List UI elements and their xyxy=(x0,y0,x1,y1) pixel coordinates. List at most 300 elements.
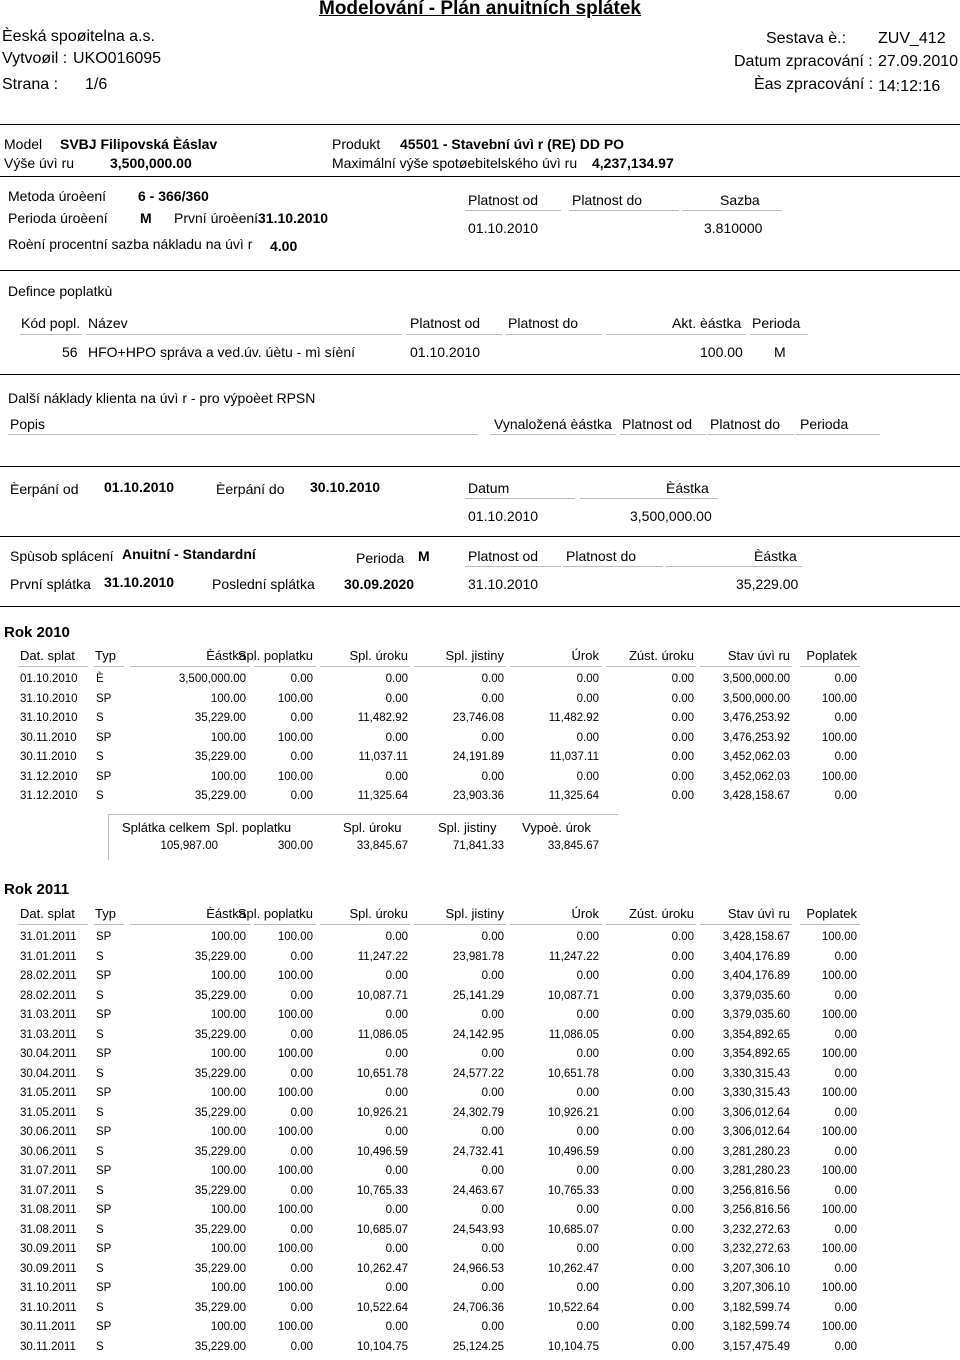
underline xyxy=(620,434,706,435)
underline xyxy=(86,334,402,335)
cell-interest-paid: 10,651.78 xyxy=(356,1067,408,1080)
cell-principal-paid: 24,191.89 xyxy=(452,751,504,763)
underline xyxy=(506,334,602,335)
summary-label-principal-paid: Spl. jistiny xyxy=(438,820,497,835)
cell-interest-paid: 10,765.33 xyxy=(356,1184,408,1197)
repay-col-amount: Èástka xyxy=(754,548,797,564)
drawing-amount: 3,500,000.00 xyxy=(630,508,712,524)
header-underline xyxy=(414,924,506,925)
cell-remaining-interest: 0.00 xyxy=(671,950,694,963)
fee-valid-from: 01.10.2010 xyxy=(410,344,481,360)
cell-principal-paid: 0.00 xyxy=(481,1282,504,1294)
cell-fee: 100.00 xyxy=(821,1087,857,1099)
summary-value-fee-paid: 300.00 xyxy=(277,840,313,852)
cell-principal-paid: 24,302.79 xyxy=(452,1106,504,1119)
other-costs-title: Další náklady klienta na úvì r - pro výpoèet RPSN xyxy=(8,390,316,406)
cell-remaining-interest: 0.00 xyxy=(671,989,694,1002)
cell-interest-paid: 0.00 xyxy=(385,1126,408,1138)
cell-balance: 3,281,280.23 xyxy=(722,1145,790,1158)
cell-remaining-interest: 0.00 xyxy=(671,1243,694,1255)
cell-type: SP xyxy=(96,1165,112,1177)
underline xyxy=(666,566,802,567)
summary-label-total-payment: Splátka celkem xyxy=(122,820,211,835)
cell-interest: 0.00 xyxy=(576,1009,599,1021)
cell-amount: 35,229.00 xyxy=(194,1301,246,1314)
cell-date: 28.02.2011 xyxy=(20,970,77,982)
underline xyxy=(580,498,718,499)
page-value: 1/6 xyxy=(85,76,108,93)
repay-amount: 35,229.00 xyxy=(736,576,799,592)
underline xyxy=(569,210,679,211)
year-2011-title: Rok 2011 xyxy=(4,881,70,898)
header-underline xyxy=(18,666,88,667)
cell-balance: 3,500,000.00 xyxy=(722,673,790,685)
cell-principal-paid: 0.00 xyxy=(481,1048,504,1060)
cell-amount: 100.00 xyxy=(210,1126,246,1138)
table-row xyxy=(0,990,960,1009)
method-label: Metoda úroèení xyxy=(8,188,107,204)
header-underline xyxy=(700,924,792,925)
cell-interest-paid: 10,522.64 xyxy=(356,1301,408,1314)
header-underline xyxy=(94,666,124,667)
cell-principal-paid: 24,577.22 xyxy=(452,1067,504,1080)
cell-remaining-interest: 0.00 xyxy=(671,1087,694,1099)
table-row xyxy=(0,1146,960,1165)
cell-remaining-interest: 0.00 xyxy=(671,1321,694,1333)
cell-fee-paid: 0.00 xyxy=(290,950,313,963)
cell-interest: 11,037.11 xyxy=(549,751,599,763)
cell-type: SP xyxy=(96,1048,112,1060)
divider xyxy=(0,374,960,375)
cell-fee-paid: 0.00 xyxy=(290,989,313,1002)
col-header-principal-paid: Spl. jistiny xyxy=(445,648,504,663)
cell-date: 01.10.2010 xyxy=(20,673,78,685)
cell-fee-paid: 100.00 xyxy=(277,1165,313,1177)
cell-amount: 35,229.00 xyxy=(194,1145,246,1158)
table-row xyxy=(0,951,960,970)
table-row xyxy=(0,1263,960,1282)
col-header-remaining-interest: Zúst. úroku xyxy=(628,906,694,921)
cell-date: 31.05.2011 xyxy=(20,1087,77,1099)
cell-type: S xyxy=(96,1028,104,1041)
repay-period-label: Perioda xyxy=(356,550,405,566)
cell-principal-paid: 0.00 xyxy=(481,731,504,744)
cell-balance: 3,428,158.67 xyxy=(722,931,790,943)
cell-type: SP xyxy=(96,1126,112,1138)
cell-date: 31.08.2011 xyxy=(20,1223,77,1236)
date-value: 27.09.2010 xyxy=(878,53,959,70)
cell-remaining-interest: 0.00 xyxy=(671,1204,694,1216)
cell-amount: 35,229.00 xyxy=(194,751,246,763)
cell-type: SP xyxy=(96,1204,112,1216)
table-row xyxy=(0,1068,960,1087)
cell-fee: 100.00 xyxy=(821,692,857,705)
col-header-balance: Stav úvì ru xyxy=(727,906,790,921)
cell-interest-paid: 11,037.11 xyxy=(358,751,408,763)
cell-date: 30.11.2011 xyxy=(20,1321,76,1333)
cell-date: 31.12.2010 xyxy=(20,790,78,802)
cell-type: SP xyxy=(96,1282,112,1294)
cell-interest: 0.00 xyxy=(576,931,599,943)
method-value: 6 - 366/360 xyxy=(138,188,209,204)
header-underline xyxy=(94,924,124,925)
cell-fee: 100.00 xyxy=(821,1204,857,1216)
created-label: Vytvoøil : xyxy=(2,50,68,67)
cell-amount: 35,229.00 xyxy=(194,950,246,963)
cell-interest-paid: 11,086.05 xyxy=(357,1028,408,1041)
drawing-to-value: 30.10.2010 xyxy=(310,479,381,495)
cell-principal-paid: 0.00 xyxy=(481,1204,504,1216)
summary-left-line xyxy=(108,814,109,860)
table-row xyxy=(0,1087,960,1106)
cell-date: 30.09.2011 xyxy=(20,1243,77,1255)
cell-date: 31.03.2011 xyxy=(20,1009,77,1021)
col-header-interest: Úrok xyxy=(571,648,599,663)
cell-fee: 0.00 xyxy=(834,1340,857,1353)
cell-amount: 100.00 xyxy=(210,1243,246,1255)
header-underline xyxy=(510,666,602,667)
cell-fee-paid: 0.00 xyxy=(290,1340,313,1353)
cell-fee-paid: 100.00 xyxy=(277,970,313,982)
cell-remaining-interest: 0.00 xyxy=(671,692,694,705)
cell-balance: 3,476,253.92 xyxy=(722,712,790,724)
cell-fee-paid: 100.00 xyxy=(277,1087,313,1099)
header-underline xyxy=(18,924,88,925)
cell-type: SP xyxy=(96,1321,112,1333)
repay-valid-from: 31.10.2010 xyxy=(468,576,539,592)
underline xyxy=(465,210,561,211)
underline xyxy=(563,566,663,567)
cell-interest-paid: 0.00 xyxy=(385,1009,408,1021)
cell-remaining-interest: 0.00 xyxy=(671,712,694,724)
cell-type: S xyxy=(96,1067,104,1080)
table-row xyxy=(0,751,960,770)
cell-fee: 100.00 xyxy=(821,1243,857,1255)
cell-principal-paid: 25,124.25 xyxy=(452,1340,504,1353)
cell-remaining-interest: 0.00 xyxy=(671,790,694,802)
drawing-col-amount: Èástka xyxy=(666,480,709,496)
cell-type: SP xyxy=(96,1087,112,1099)
cell-amount: 35,229.00 xyxy=(194,1067,246,1080)
cell-remaining-interest: 0.00 xyxy=(671,1282,694,1294)
first-interest-value: 31.10.2010 xyxy=(258,210,329,226)
cell-amount: 35,229.00 xyxy=(194,989,246,1002)
cell-interest-paid: 10,262.47 xyxy=(356,1262,408,1275)
cell-amount: 100.00 xyxy=(210,931,246,943)
cell-principal-paid: 24,732.41 xyxy=(452,1145,504,1158)
cell-principal-paid: 0.00 xyxy=(481,931,504,943)
cell-fee: 0.00 xyxy=(834,790,857,802)
col-header-fee: Poplatek xyxy=(806,906,857,921)
cell-interest: 0.00 xyxy=(576,970,599,982)
cell-type: SP xyxy=(96,692,112,705)
cell-date: 31.10.2010 xyxy=(20,692,78,705)
cell-remaining-interest: 0.00 xyxy=(671,1126,694,1138)
repay-col-valid-from: Platnost od xyxy=(468,548,539,564)
interest-period-label: Perioda úroèení xyxy=(8,210,108,226)
repay-method-label: Spùsob splácení xyxy=(10,548,114,564)
cell-principal-paid: 0.00 xyxy=(481,970,504,982)
cell-fee: 100.00 xyxy=(821,1048,857,1060)
summary-value-calc-interest: 33,845.67 xyxy=(547,840,599,852)
cell-interest-paid: 11,247.22 xyxy=(357,950,408,963)
cell-remaining-interest: 0.00 xyxy=(671,1106,694,1119)
cell-date: 30.04.2011 xyxy=(20,1067,77,1080)
cell-date: 28.02.2011 xyxy=(20,989,77,1002)
drawing-to-label: Èerpání do xyxy=(216,481,285,497)
amount-value: 3,500,000.00 xyxy=(110,155,192,171)
cell-date: 30.06.2011 xyxy=(20,1126,77,1138)
fees-title: Defince poplatkù xyxy=(8,283,113,299)
summary-label-calc-interest: Vypoè. úrok xyxy=(522,820,591,835)
fee-period: M xyxy=(774,344,786,360)
cell-amount: 3,500,000.00 xyxy=(178,673,246,685)
col-rate: Sazba xyxy=(720,192,760,208)
cell-type: S xyxy=(96,790,104,802)
col-header-amount: Èástka xyxy=(206,906,246,921)
col-header-type: Typ xyxy=(95,648,116,663)
underline xyxy=(708,434,794,435)
cell-balance: 3,207,306.10 xyxy=(722,1282,790,1294)
cell-principal-paid: 0.00 xyxy=(481,1165,504,1177)
cell-interest: 10,087.71 xyxy=(547,989,599,1002)
drawing-from-label: Èerpání od xyxy=(10,481,79,497)
cell-fee-paid: 100.00 xyxy=(277,1126,313,1138)
cell-amount: 100.00 xyxy=(210,1048,246,1060)
cell-interest: 11,086.05 xyxy=(548,1028,599,1041)
divider xyxy=(0,270,960,271)
cell-fee-paid: 0.00 xyxy=(290,1106,313,1119)
cell-fee: 0.00 xyxy=(834,1067,857,1080)
cell-interest: 0.00 xyxy=(576,1243,599,1255)
year-2010-title: Rok 2010 xyxy=(4,624,70,641)
table-row xyxy=(0,712,960,731)
cell-balance: 3,182,599.74 xyxy=(722,1301,790,1314)
cell-balance: 3,207,306.10 xyxy=(722,1262,790,1275)
max-label: Maximální výše spotøebitelského úvì ru xyxy=(332,155,578,171)
table-row xyxy=(0,931,960,950)
fees-col-valid-to: Platnost do xyxy=(508,315,579,331)
table-row xyxy=(0,1107,960,1126)
cell-amount: 35,229.00 xyxy=(194,1223,246,1236)
cell-balance: 3,354,892.65 xyxy=(722,1048,790,1060)
cell-principal-paid: 0.00 xyxy=(481,1126,504,1138)
table-row xyxy=(0,693,960,712)
fees-col-code: Kód popl. xyxy=(21,315,81,331)
cell-principal-paid: 0.00 xyxy=(481,1009,504,1021)
cell-interest: 0.00 xyxy=(576,1165,599,1177)
cell-balance: 3,306,012.64 xyxy=(722,1126,790,1138)
cell-fee-paid: 100.00 xyxy=(277,731,313,744)
cell-remaining-interest: 0.00 xyxy=(671,1165,694,1177)
table-row xyxy=(0,771,960,790)
fees-col-period: Perioda xyxy=(752,315,801,331)
fee-code: 56 xyxy=(62,344,78,360)
interest-period-value: M xyxy=(140,210,152,226)
repay-period-value: M xyxy=(418,548,430,564)
cell-remaining-interest: 0.00 xyxy=(671,1009,694,1021)
other-col-period: Perioda xyxy=(800,416,849,432)
summary-label-interest-paid: Spl. úroku xyxy=(343,820,402,835)
cell-fee-paid: 100.00 xyxy=(277,1204,313,1216)
table-row xyxy=(0,1029,960,1048)
cell-type: SP xyxy=(96,1243,112,1255)
cell-date: 31.10.2011 xyxy=(20,1301,77,1314)
cell-interest-paid: 10,926.21 xyxy=(356,1106,408,1119)
cell-type: S xyxy=(96,989,104,1002)
cell-date: 31.07.2011 xyxy=(20,1184,77,1197)
cell-balance: 3,182,599.74 xyxy=(722,1321,790,1333)
cell-principal-paid: 23,981.78 xyxy=(452,950,504,963)
cell-fee: 0.00 xyxy=(834,1262,857,1275)
cell-remaining-interest: 0.00 xyxy=(671,931,694,943)
summary-label-fee-paid: Spl. poplatku xyxy=(216,820,292,835)
cell-interest: 10,104.75 xyxy=(547,1340,599,1353)
table-row xyxy=(0,790,960,809)
cell-date: 31.01.2011 xyxy=(20,931,77,943)
repay-col-valid-to: Platnost do xyxy=(566,548,637,564)
drawing-date: 01.10.2010 xyxy=(468,508,539,524)
cell-principal-paid: 0.00 xyxy=(481,692,504,705)
cell-remaining-interest: 0.00 xyxy=(671,970,694,982)
cell-interest-paid: 10,496.59 xyxy=(356,1145,408,1158)
cell-remaining-interest: 0.00 xyxy=(671,1223,694,1236)
cell-balance: 3,232,272.63 xyxy=(722,1243,790,1255)
cell-interest: 0.00 xyxy=(576,731,599,744)
cell-fee-paid: 0.00 xyxy=(290,1301,313,1314)
cell-type: SP xyxy=(96,970,112,982)
cell-balance: 3,379,035.60 xyxy=(722,1009,790,1021)
table-row xyxy=(0,1243,960,1262)
cell-amount: 100.00 xyxy=(210,1087,246,1099)
cell-amount: 35,229.00 xyxy=(194,1028,246,1041)
created-value: UKO016095 xyxy=(73,50,162,67)
cell-type: S xyxy=(96,1184,104,1197)
cell-remaining-interest: 0.00 xyxy=(671,731,694,744)
col-header-interest-paid: Spl. úroku xyxy=(349,906,408,921)
fees-col-valid-from: Platnost od xyxy=(410,315,481,331)
cell-type: S xyxy=(96,1106,104,1119)
cell-fee-paid: 100.00 xyxy=(277,1243,313,1255)
cell-balance: 3,281,280.23 xyxy=(722,1165,790,1177)
cell-amount: 100.00 xyxy=(210,731,246,744)
cell-balance: 3,404,176.89 xyxy=(722,970,790,982)
underline xyxy=(682,210,782,211)
cell-fee: 100.00 xyxy=(821,1126,857,1138)
cell-type: S xyxy=(96,1145,104,1158)
cell-balance: 3,157,475.49 xyxy=(722,1340,790,1353)
cell-balance: 3,232,272.63 xyxy=(722,1223,790,1236)
cell-amount: 100.00 xyxy=(210,770,246,783)
cell-interest: 11,325.64 xyxy=(548,790,599,802)
cell-interest: 0.00 xyxy=(576,1321,599,1333)
cell-remaining-interest: 0.00 xyxy=(671,770,694,783)
underline xyxy=(465,566,561,567)
underline xyxy=(750,334,808,335)
cell-interest-paid: 0.00 xyxy=(385,931,408,943)
cell-fee: 100.00 xyxy=(821,1282,857,1294)
page-label: Strana : xyxy=(2,76,59,93)
header-underline xyxy=(606,666,696,667)
cell-amount: 100.00 xyxy=(210,1321,246,1333)
cell-fee: 100.00 xyxy=(821,731,857,744)
cell-interest-paid: 0.00 xyxy=(385,1243,408,1255)
model-value: SVBJ Filipovská Èáslav xyxy=(60,136,218,152)
header-underline xyxy=(606,924,696,925)
cell-date: 30.11.2010 xyxy=(20,751,77,763)
last-payment-label: Poslední splátka xyxy=(212,576,315,592)
last-payment-value: 30.09.2020 xyxy=(344,576,415,592)
cell-fee-paid: 100.00 xyxy=(277,931,313,943)
cell-interest: 0.00 xyxy=(576,1126,599,1138)
col-header-remaining-interest: Zúst. úroku xyxy=(628,648,694,663)
max-value: 4,237,134.97 xyxy=(592,155,674,171)
table-row xyxy=(0,1185,960,1204)
col-valid-to: Platnost do xyxy=(572,192,643,208)
col-header-type: Typ xyxy=(95,906,116,921)
cell-balance: 3,379,035.60 xyxy=(722,989,790,1002)
date-label: Datum zpracování : xyxy=(734,53,873,70)
cell-interest: 10,926.21 xyxy=(547,1106,599,1119)
cell-remaining-interest: 0.00 xyxy=(671,1028,694,1041)
cell-interest-paid: 0.00 xyxy=(385,1087,408,1099)
cell-fee-paid: 0.00 xyxy=(290,712,313,724)
cell-fee: 100.00 xyxy=(821,1321,857,1333)
cell-interest-paid: 10,087.71 xyxy=(356,989,408,1002)
cell-date: 31.01.2011 xyxy=(20,950,77,963)
summary-value-principal-paid: 71,841.33 xyxy=(452,840,504,852)
cell-remaining-interest: 0.00 xyxy=(671,1301,694,1314)
cell-date: 31.05.2011 xyxy=(20,1106,77,1119)
drawing-from-value: 01.10.2010 xyxy=(104,479,175,495)
cell-interest: 0.00 xyxy=(576,1087,599,1099)
cell-balance: 3,452,062.03 xyxy=(722,751,790,763)
table-row xyxy=(0,1302,960,1321)
interest-valid-from: 01.10.2010 xyxy=(468,220,539,236)
cell-principal-paid: 23,746.08 xyxy=(452,712,504,724)
cell-type: È xyxy=(96,673,104,685)
cell-type: S xyxy=(96,1223,104,1236)
cell-fee: 0.00 xyxy=(834,1106,857,1119)
other-col-desc: Popis xyxy=(10,416,46,432)
cell-fee: 0.00 xyxy=(834,673,857,685)
summary-value-total-payment: 105,987.00 xyxy=(160,840,218,852)
cell-interest-paid: 0.00 xyxy=(385,1204,408,1216)
cell-remaining-interest: 0.00 xyxy=(671,1184,694,1197)
table-row xyxy=(0,732,960,751)
cell-fee: 100.00 xyxy=(821,1165,857,1177)
divider xyxy=(0,536,960,537)
table-row xyxy=(0,1204,960,1223)
col-header-interest: Úrok xyxy=(571,906,599,921)
table-row xyxy=(0,1341,960,1360)
cell-date: 31.03.2011 xyxy=(20,1028,77,1041)
cell-interest: 0.00 xyxy=(576,770,599,783)
cell-interest: 10,522.64 xyxy=(547,1301,599,1314)
cell-remaining-interest: 0.00 xyxy=(671,751,694,763)
cell-type: S xyxy=(96,1340,104,1353)
cell-principal-paid: 0.00 xyxy=(481,1087,504,1099)
cell-fee-paid: 0.00 xyxy=(290,673,313,685)
cell-balance: 3,330,315.43 xyxy=(722,1067,790,1080)
cell-interest: 10,765.33 xyxy=(547,1184,599,1197)
cell-interest-paid: 0.00 xyxy=(385,770,408,783)
cell-amount: 35,229.00 xyxy=(194,790,246,802)
col-header-date: Dat. splat xyxy=(20,906,75,921)
col-valid-from: Platnost od xyxy=(468,192,539,208)
cell-type: S xyxy=(96,1301,104,1314)
header-underline xyxy=(700,666,792,667)
